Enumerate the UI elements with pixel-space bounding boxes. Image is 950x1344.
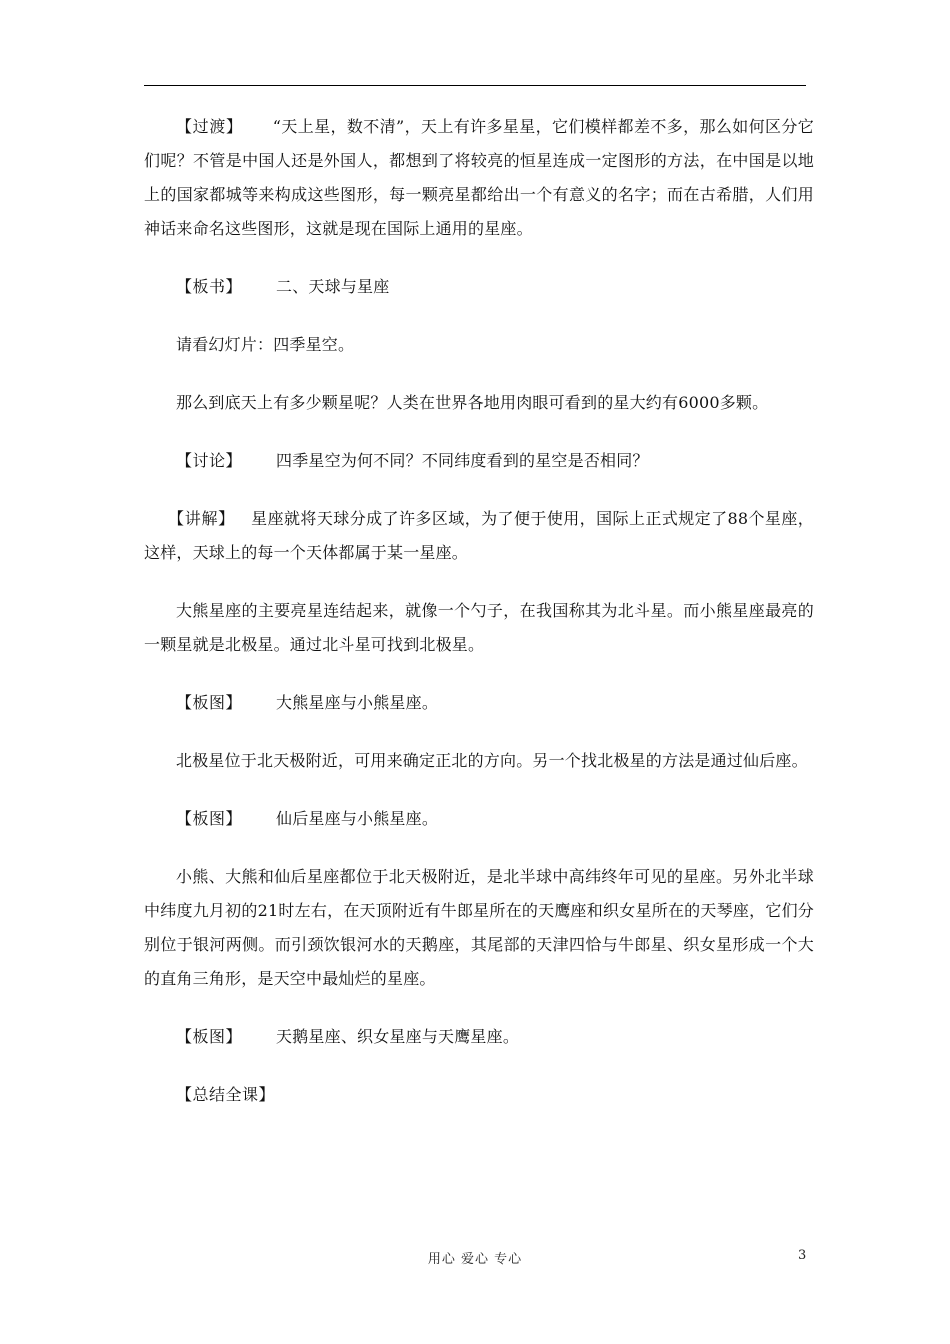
board-writing-text: 二、天球与星座 (276, 277, 390, 296)
paragraph-discussion (144, 444, 814, 478)
paragraph-summer-triangle (144, 860, 814, 996)
big-dipper-text: 大熊星座的主要亮星连结起来，就像一个勺子，在我国称其为北斗星。而小熊星座最亮的一颗星就是北极星。通过北斗星可找到北极星。 (144, 601, 814, 654)
paragraph-summary (144, 1078, 814, 1112)
slides-text: 请看幻灯片：四季星空。 (176, 335, 355, 354)
discussion-tag: 【讨论】 (176, 451, 243, 470)
paragraph-explanation (144, 502, 814, 570)
paragraph-board-diagram-2 (144, 802, 814, 836)
paragraph-transition (144, 110, 814, 246)
paragraph-board-diagram-1 (144, 686, 814, 720)
footer-motto: 用心 爱心 专心 (427, 1252, 523, 1267)
paragraph-board-writing (144, 270, 814, 304)
paragraph-star-count (144, 386, 814, 420)
summary-tag: 【总结全课】 (176, 1085, 276, 1104)
star-count-text: 那么到底天上有多少颗星呢？人类在世界各地用肉眼可看到的星大约有6000多颗。 (176, 393, 769, 412)
paragraph-polaris (144, 744, 814, 778)
discussion-text: 四季星空为何不同？不同纬度看到的星空是否相同？ (276, 451, 649, 470)
page-number: 3 (798, 1248, 807, 1263)
paragraph-board-diagram-3 (144, 1020, 814, 1054)
header-rule (144, 85, 806, 86)
transition-tag: 【过渡】 (176, 117, 243, 136)
transition-text: “天上星，数不清”，天上有许多星星，它们模样都差不多，那么如何区分它们呢？不管是中国人还是外国人，都想到了将较亮的恒星连成一定图形的方法，在中国是以地上的国家都城等来构成这些图形，每一颗亮星都给出一个有意义的名字；而在古希腊，人们用神话来命名这些图形，这就是现在国际上通用的星座。 (144, 117, 814, 238)
document-body (144, 110, 814, 1136)
board-diagram-tag-2: 【板图】 (176, 809, 243, 828)
paragraph-slides (144, 328, 814, 362)
explanation-text: 星座就将天球分成了许多区域，为了便于使用，国际上正式规定了88个星座，这样，天球上的每一个天体都属于某一星座。 (144, 509, 814, 562)
board-diagram-text-1: 大熊星座与小熊星座。 (276, 693, 439, 712)
paragraph-big-dipper (144, 594, 814, 662)
board-diagram-tag-1: 【板图】 (176, 693, 243, 712)
summer-triangle-text: 小熊、大熊和仙后星座都位于北天极附近，是北半球中高纬终年可见的星座。另外北半球中纬度九月初的21时左右，在天顶附近有牛郎星所在的天鹰座和织女星所在的天琴座，它们分别位于银河两侧。而引颈饮银河水的天鹅座，其尾部的天津四恰与牛郎星、织女星形成一个大的直角三角形，是天空中最灿烂的星座。 (144, 867, 814, 988)
board-diagram-tag-3: 【板图】 (176, 1027, 243, 1046)
explanation-tag: 【讲解】 (168, 509, 235, 528)
board-writing-tag: 【板书】 (176, 277, 243, 296)
polaris-text: 北极星位于北天极附近，可用来确定正北的方向。另一个找北极星的方法是通过仙后座。 (176, 751, 808, 770)
board-diagram-text-2: 仙后星座与小熊星座。 (276, 809, 439, 828)
board-diagram-text-3: 天鹅星座、织女星座与天鹰星座。 (276, 1027, 520, 1046)
